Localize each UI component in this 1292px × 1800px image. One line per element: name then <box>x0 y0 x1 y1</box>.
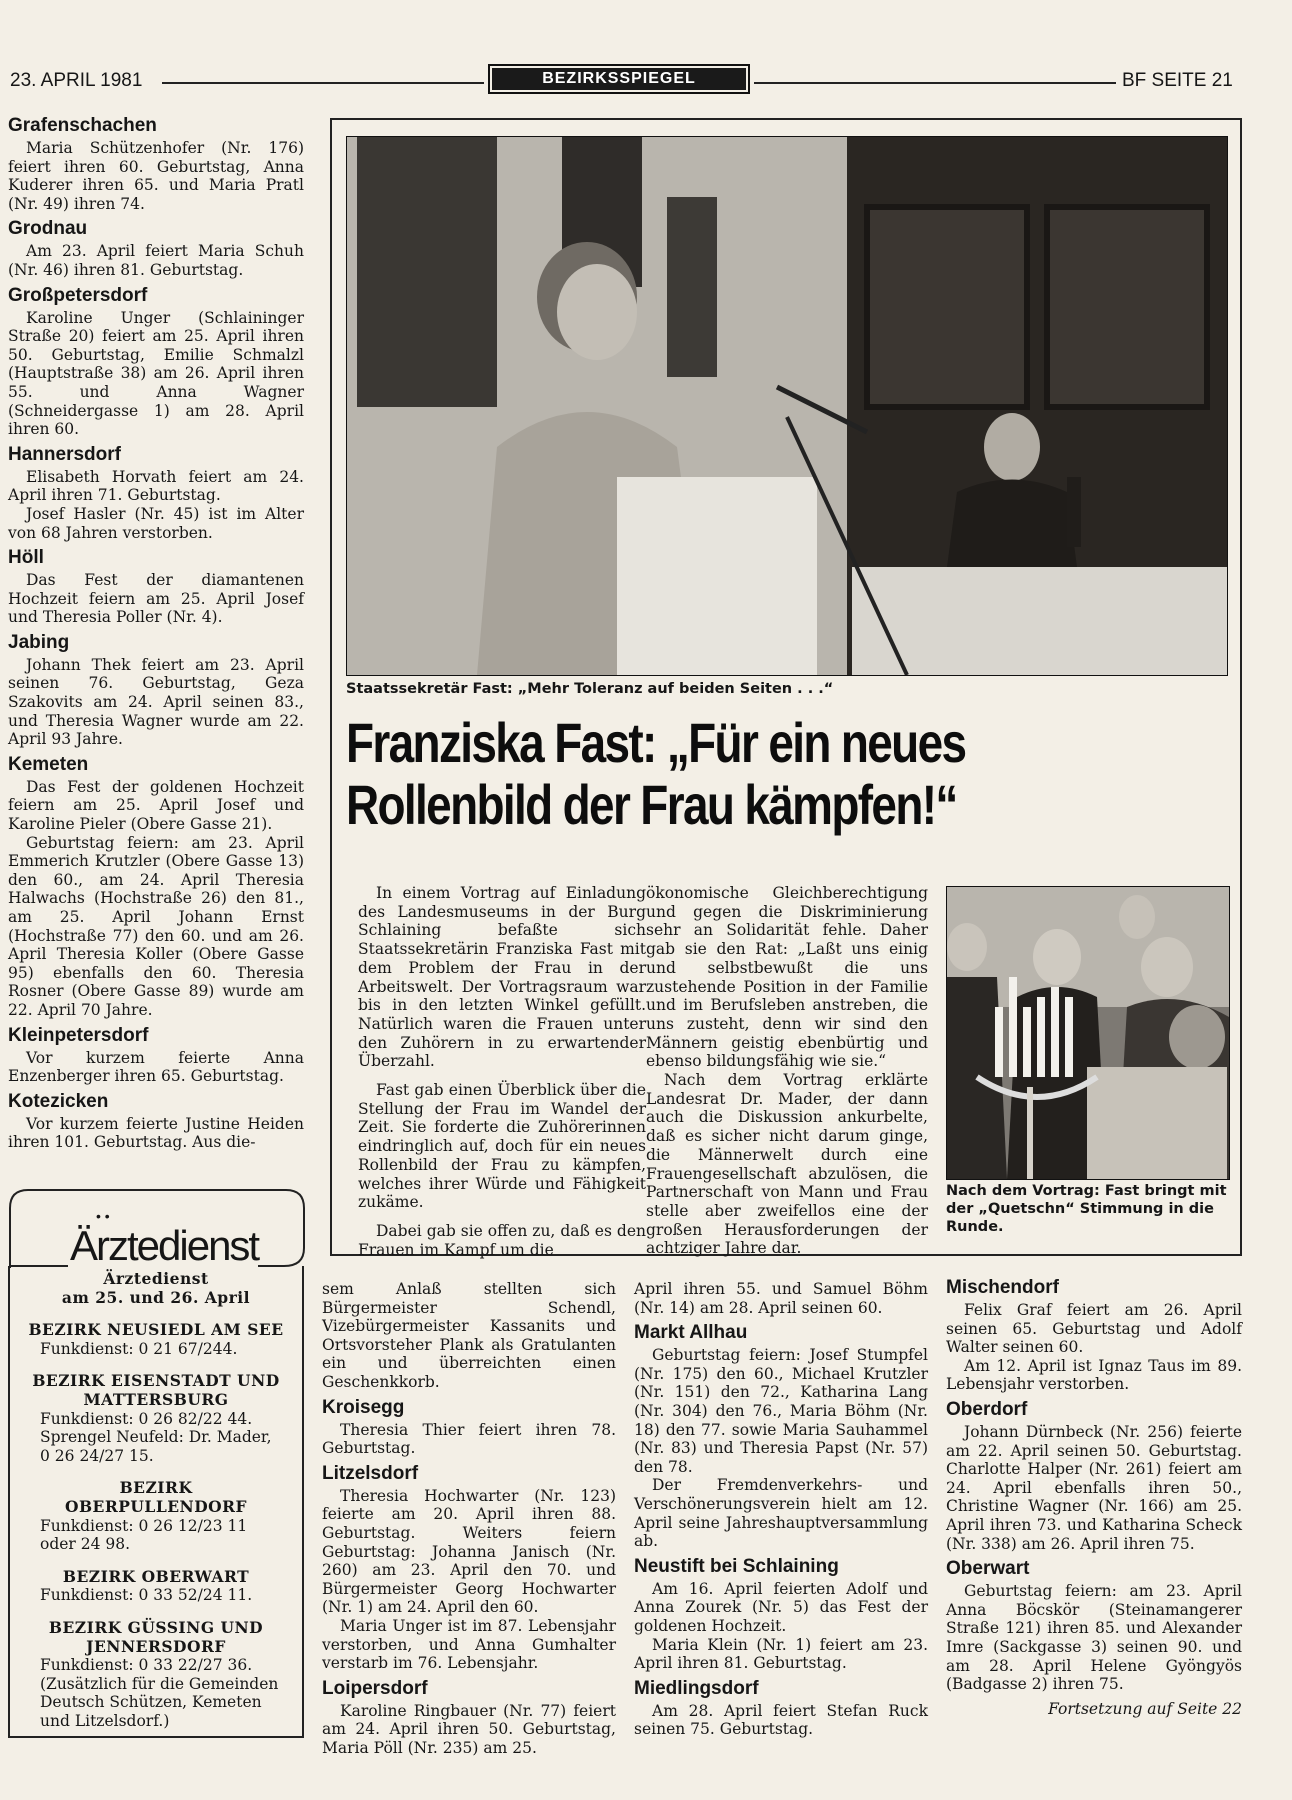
entry-place: Markt Allhau <box>634 1322 748 1344</box>
district-name: BEZIRK EISENSTADT UND MATTERSBURG <box>32 1371 280 1409</box>
entry-place: Oberdorf <box>946 1398 1028 1420</box>
district-info: Sprengel Neufeld: Dr. Mader, 0 26 24/27 15. <box>40 1428 272 1465</box>
aerztedienst-dates: am 25. und 26. April <box>61 1287 251 1307</box>
district-info: Funkdienst: 0 26 12/23 11 oder 24 98. <box>40 1516 248 1554</box>
article-paragraph: ökonomische Gleichberechtigung und gegen die Diskriminierung sehr an Solidarität fehle. Daher gab sie den Rat: „Laßt uns einig und selbstbewußt die uns zustehende Position in der Familie und im Berufsleben anstreben, die uns zusteht, denn wir sind den Männern geistig ebenbürtig und ebenso bildungsfähig wie sie.“ <box>646 884 928 1071</box>
headline-line-2: Rollenbild der Frau kämpfen!“ <box>346 773 957 836</box>
section-title: BEZIRKSSPIEGEL <box>492 68 746 90</box>
entry-text: Maria Klein (Nr. 1) feiert am 23. April ihren 81. Geburtstag. <box>634 1635 928 1673</box>
article-column-1 <box>358 884 646 1269</box>
entry-text: Felix Graf feiert am 26. April seinen 65. Geburtstag und Adolf Walter seinen 60. <box>946 1301 1242 1357</box>
entry-text: April ihren 55. und Samuel Böhm (Nr. 14) am 28. April seinen 60. <box>634 1280 928 1317</box>
section-banner <box>488 64 750 94</box>
aerztedienst-dots: • • <box>96 1208 110 1224</box>
continuation-note: Fortsetzung auf Seite 22 <box>1048 1699 1242 1718</box>
entry-grodnau <box>8 217 304 279</box>
lecture-photo-image <box>347 137 1227 675</box>
entry-text: Karoline Unger (Schlaininger Straße 20) feiert am 25. April ihren 50. Geburtstag, Emilie Schmalzl (Hauptstraße 38) am 26. April ihren 55. und Anna Wagner (Schneidergasse 1) am 28. April ihren 60. <box>8 308 304 439</box>
feature-article <box>330 118 1242 1259</box>
district-info: Funkdienst: 0 21 67/244. <box>40 1339 238 1358</box>
entry-text: Am 23. April feiert Maria Schuh (Nr. 46) ihren 81. Geburtstag. <box>8 242 304 279</box>
aerztedienst-title: Ärztedienst <box>70 1222 259 1269</box>
entry-place: Litzelsdorf <box>322 1462 419 1484</box>
entry-place: Mischendorf <box>946 1277 1059 1298</box>
district-info: Funkdienst: 0 33 52/24 11. <box>40 1586 253 1605</box>
entry-text: Maria Unger ist im 87. Lebensjahr verstorben, und Anna Gumhalter verstarb im 76. Lebensjahr. <box>322 1616 616 1673</box>
entry-hoell <box>8 546 304 627</box>
entry-place: Kemeten <box>8 753 89 775</box>
district-name: BEZIRK NEUSIEDL AM SEE <box>28 1320 284 1340</box>
entry-place: Miedlingsdorf <box>634 1677 759 1699</box>
entry-text: Elisabeth Horvath feiert am 24. April ihren 71. Geburtstag. <box>8 467 304 505</box>
district-info: Funkdienst: 0 26 82/22 44. <box>40 1409 253 1428</box>
entry-kleinpetersdorf <box>8 1024 304 1086</box>
entry-text: Am 12. April ist Ignaz Taus im 89. Lebensjahr verstorben. <box>946 1356 1242 1394</box>
entry-jabing <box>8 631 304 749</box>
lecture-photo-caption: Staatssekretär Fast: „Mehr Toleranz auf beiden Seiten . . .“ <box>346 681 834 697</box>
left-column <box>8 110 304 1152</box>
entry-text: Das Fest der goldenen Hochzeit feiern am 25. April Josef und Karoline Pieler (Obere Gasse 21). <box>8 777 304 834</box>
entry-place: Großpetersdorf <box>8 284 148 306</box>
entry-text: Am 16. April feierten Adolf und Anna Zourek (Nr. 5) das Fest der goldenen Hochzeit. <box>634 1579 928 1635</box>
entry-place: Grafenschachen <box>8 115 157 136</box>
lecture-photo <box>346 136 1228 676</box>
district-info: Funkdienst: 0 33 22/27 36. <box>40 1656 253 1675</box>
entry-text: Vor kurzem feierte Justine Heiden ihren 101. Geburtstag. Aus die- <box>8 1114 304 1152</box>
entry-text: Geburtstag feiern: am 23. April Anna Böcskör (Steinamangerer Straße 121) ihren 85. und Alexander Imre (Sackgasse 3) seinen 90. und am 28. April Helene Gyöngyös (Badgasse 2) ihren 75. <box>946 1582 1242 1694</box>
bottom-column-2 <box>322 1280 616 1757</box>
party-photo <box>946 886 1230 1180</box>
district-info: (Zusätzlich für die Gemeinden Deutsch Schützen, Kemeten und Litzelsdorf.) <box>40 1674 279 1730</box>
entry-grosspetersdorf <box>8 284 304 439</box>
entry-place: Hannersdorf <box>8 443 121 465</box>
article-paragraph: Nach dem Vortrag erklärte Landesrat Dr. Mader, der dann auch die Diskussion ankurbelte, daß es sicher nicht darum ginge, die Männerwelt durch eine Frauengesellschaft abzulösen, die Partnerschaft von Mann und Frau stelle aber zweifellos eine der großen Herausforderungen der achtziger Jahre dar. <box>646 1071 928 1258</box>
article-paragraph: Fast gab einen Überblick über die Stellung der Frau im Wandel der Zeit. Sie forderte die Zuhörerinnen eindringlich auf, doch für ein neues Rollenbild der Frau zu kämpfen, welches ihrer Würde und Fähigkeit zukäme. <box>358 1081 646 1212</box>
entry-text: Geburtstag feiern: am 23. April Emmerich Krutzler (Obere Gasse 13) den 60., am 24. April Theresia Halwachs (Hochstraße 26) den 81., am 25. April Johann Ernst (Hochstraße 77) den 60. und am 26. April Theresia Koller (Obere Gasse 95) ebenfalls den 60. Theresia Rosner (Obere Gasse 89) wurde am 22. April 70 Jahre. <box>8 833 304 1019</box>
entry-place: Kleinpetersdorf <box>8 1024 149 1046</box>
district-name: BEZIRK OBERPULLENDORF <box>64 1478 248 1516</box>
entry-place: Loipersdorf <box>322 1677 428 1699</box>
article-column-2 <box>646 884 928 1268</box>
entry-place: Kotezicken <box>8 1090 109 1112</box>
bottom-column-3 <box>634 1280 928 1739</box>
party-photo-image <box>947 887 1229 1179</box>
aerztedienst-box <box>8 1266 304 1738</box>
entry-text: Am 28. April feiert Stefan Ruck seinen 75. Geburtstag. <box>634 1701 928 1739</box>
entry-text: Karoline Ringbauer (Nr. 77) feiert am 24. April ihren 50. Geburtstag, Maria Pöll (Nr. 235) am 25. <box>322 1701 616 1757</box>
header-rule-right <box>754 82 1116 84</box>
entry-text: Johann Dürnbeck (Nr. 256) feierte am 22. April seinen 50. Geburtstag. Charlotte Halper (Nr. 261) feiert am 24. April ebenfalls ihren 50., Christine Wagner (Nr. 166) am 25. April ihren 73. und Katharina Scheck (Nr. 338) am 26. April ihren 75. <box>946 1422 1242 1553</box>
entry-place: Kroisegg <box>322 1396 405 1418</box>
entry-text: Theresia Hochwarter (Nr. 123) feierte am 20. April ihren 88. Geburtstag. Weiters feiern Geburtstag: Johanna Janisch (Nr. 260) am 23. April den 70. und Bürgermeister Georg Hochwarter (Nr. 1) am 24. April den 60. <box>322 1486 616 1617</box>
entry-text: Theresia Thier feiert ihren 78. Geburtstag. <box>322 1420 616 1458</box>
district-name: BEZIRK GÜSSING UND JENNERSDORF <box>48 1617 264 1656</box>
entry-place: Höll <box>8 547 44 569</box>
header-page-number: BF SEITE 21 <box>1122 70 1233 91</box>
aerztedienst-subtitle: Ärztedienst <box>103 1269 209 1288</box>
district-name: BEZIRK OBERWART <box>62 1566 250 1586</box>
article-paragraph: Dabei gab sie offen zu, daß es den Frauen im Kampf um die <box>358 1221 646 1259</box>
entry-text: Der Fremdenverkehrs- und Verschönerungsverein hielt am 12. April seine Jahreshauptversammlung ab. <box>634 1476 928 1551</box>
header-date: 23. APRIL 1981 <box>10 70 143 91</box>
entry-kemeten <box>8 753 304 1020</box>
entry-text: Vor kurzem feierte Anna Enzenberger ihren 65. Geburtstag. <box>8 1048 304 1086</box>
party-photo-caption: Nach dem Vortrag: Fast bringt mit der „Quetschn“ Stimmung in die Runde. <box>946 1183 1227 1235</box>
entry-text: Josef Hasler (Nr. 45) ist im Alter von 68 Jahren verstorben. <box>8 504 304 542</box>
article-paragraph: In einem Vortrag auf Einladung des Landesmuseums in der Burg Schlaining befaßte sich Staatssekretärin Franziska Fast mit dem Problem der Frau in der Arbeitswelt. Der Vortragsraum war bis in den letzten Winkel gefüllt. Natürlich waren die Frauen unter den Zuhörern in zu erwartender Überzahl. <box>358 884 646 1071</box>
entry-place: Grodnau <box>8 218 88 240</box>
entry-text: Geburtstag feiern: Josef Stumpfel (Nr. 175) den 60., Michael Krutzler (Nr. 151) den 72., Katharina Lang (Nr. 304) den 76., Maria Böhm (Nr. 18) den 77. sowie Maria Sauhammel (Nr. 83) und Theresia Papst (Nr. 57) den 78. <box>634 1346 928 1476</box>
entry-text: sem Anlaß stellten sich Bürgermeister Schendl, Vizebürgermeister Kassanits und Ortsvorsteher Plank als Gratulanten ein und überreichten einen Geschenkkorb. <box>322 1280 616 1391</box>
entry-grafenschachen <box>8 114 304 213</box>
entry-text: Das Fest der diamantenen Hochzeit feiern am 25. April Josef und Theresia Poller (Nr. 4). <box>8 571 304 627</box>
entry-text: Johann Thek feiert am 23. April seinen 76. Geburtstag, Geza Szakovits am 24. April seinen 83., und Theresia Wagner wurde am 22. April 93 Jahre. <box>8 655 304 749</box>
entry-place: Oberwart <box>946 1558 1030 1580</box>
bottom-column-4 <box>946 1276 1242 1718</box>
entry-hannersdorf <box>8 443 304 542</box>
entry-place: Jabing <box>8 631 70 653</box>
entry-kotezicken <box>8 1090 304 1152</box>
headline-line-1: Franziska Fast: „Für ein neues <box>346 711 966 774</box>
header-rule-left <box>162 82 484 84</box>
entry-place: Neustift bei Schlaining <box>634 1555 839 1577</box>
entry-text: Maria Schützenhofer (Nr. 176) feiert ihren 60. Geburtstag, Anna Kuderer ihren 65. und Maria Pratl (Nr. 49) ihren 74. <box>8 139 304 213</box>
